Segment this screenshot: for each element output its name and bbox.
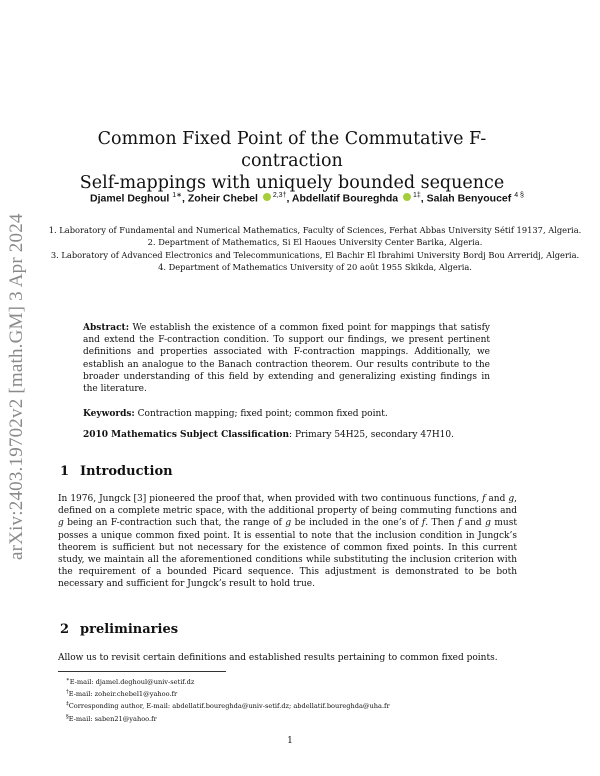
msc-label: 2010 Mathematics Subject Classification: [83, 430, 290, 440]
section-title: Introduction: [80, 464, 173, 479]
affiliation: 2. Department of Mathematics, Si El Haoues University Center Barika, Algeria.: [147, 237, 483, 248]
section-number: 2: [60, 622, 70, 637]
footnote: †E-mail: zoheir.chebel1@yahoo.fr: [66, 689, 178, 699]
author-name: Djamel Deghoul: [90, 192, 170, 205]
author-mark: 2,3†: [272, 192, 287, 199]
section-number: 1: [60, 464, 70, 479]
page-number: 1: [287, 736, 293, 746]
section-heading: [60, 464, 173, 479]
footnote: ‡Corresponding author, E-mail: abdellatif.boureghda@univ-setif.dz; abdellatif.boureghda@uha.fr: [66, 701, 390, 711]
keywords: [83, 408, 493, 420]
abstract-text: We establish the existence of a common fixed point for mappings that satisfy and extend the F-contraction condition. To support our findings, we present pertinent definitions and properties associated with F-contraction mappings. Additionally, we establish an analogue to the Banach contraction theorem. Our results contribute to the broader understanding of this field by extending and generalizing existing findings in the literature.: [83, 323, 490, 395]
arxiv-stamp: arXiv:2403.19702v2 [math.GM] 3 Apr 2024: [6, 213, 27, 560]
title-line-2: Self-mappings with uniquely bounded sequence: [79, 173, 505, 193]
affiliations: [30, 224, 600, 273]
keywords-label: Keywords:: [83, 409, 135, 419]
abstract: [83, 322, 490, 395]
author-mark: 4 §: [514, 192, 524, 199]
footnote: ∗E-mail: djamel.deghoul@univ-setif.dz: [66, 677, 195, 687]
author-name: Abdellatif Boureghda: [291, 192, 399, 205]
footnote-rule: [58, 671, 226, 672]
author-name: Zoheir Chebel: [187, 192, 258, 205]
footnote: §E-mail: saben21@yahoo.fr: [66, 713, 157, 723]
section-title: preliminaries: [80, 622, 179, 637]
author-name: Salah Benyoucef: [426, 192, 512, 205]
affiliation: 3. Laboratory of Advanced Electronics and Telecommunications, El Bachir El Ibrahimi University Bordj Bou Arreridj, Algeria.: [50, 249, 580, 260]
preliminaries-paragraph: Allow us to revisit certain definitions and established results pertaining to common fixed points.: [58, 653, 498, 663]
msc-text: : Primary 54H25, secondary 47H10.: [289, 430, 454, 440]
affiliation: 1. Laboratory of Fundamental and Numerical Mathematics, Faculty of Sciences, Ferhat Abbas University Sétif 19137, Algeria.: [48, 225, 582, 235]
keywords-text: Contraction mapping; fixed point; common fixed point.: [137, 409, 388, 419]
paper-title: [62, 128, 522, 194]
section-heading: [60, 622, 178, 637]
intro-paragraph: In 1976, Jungck [3] pioneered the proof that, when provided with two continuous functions, f and g, defined on a complete metric space, with the additional property of being commuting functions and g being an F-contraction such that, the range of g be included in the one’s of f. Then f and g must posses a unique common fixed point. It is essential to note that the inclusion condition in Jungck’s theorem is sufficient but not necessary for the existence of common fixed points. In this current study, we maintain all the aforementioned conditions while substituting the inclusion criterion with the requirement of a bounded Picard sequence. This adjustment is demonstrated to be both necessary and sufficient for Jungck’s result to hold true.: [58, 494, 517, 590]
author-mark: 1‡: [413, 192, 421, 199]
footnotes: [66, 675, 546, 724]
affiliation: 4. Department of Mathematics University of 20 août 1955 Skikda, Algeria.: [158, 261, 472, 272]
abstract-label: Abstract:: [83, 323, 130, 333]
orcid-icon[interactable]: [403, 193, 411, 201]
orcid-icon[interactable]: [263, 193, 271, 201]
msc-classification: [83, 429, 493, 441]
author-list: Djamel Deghoul $^{1∗}$, Zoheir Chebel $^{2,3\dagger}$, Abdellatif Boureghda $^{1\ddagger}$, Salah Benyoucef $^{4 \S}$: [90, 192, 524, 205]
author-mark: 1∗: [172, 192, 183, 199]
title-line-1: Common Fixed Point of the Commutative F-contraction: [97, 129, 487, 171]
